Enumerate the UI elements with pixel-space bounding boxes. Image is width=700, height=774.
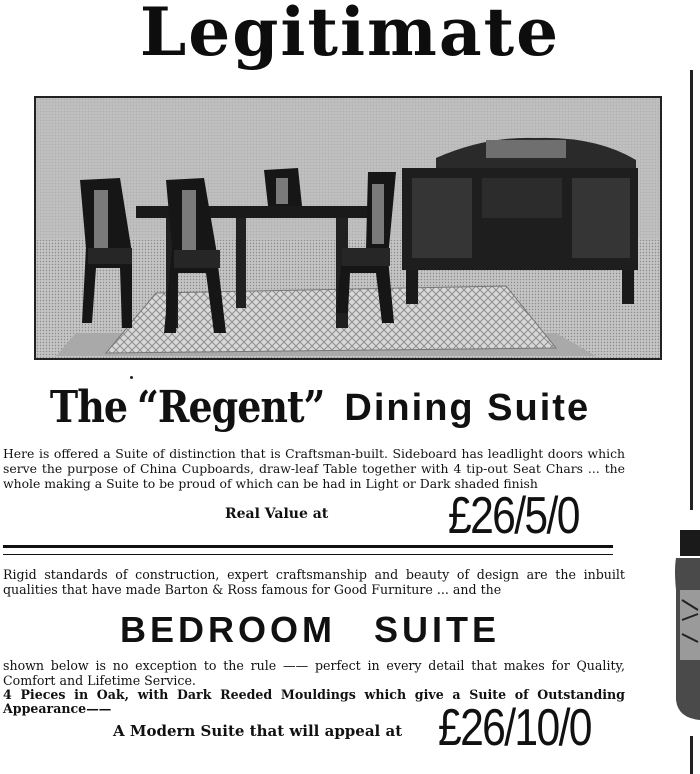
regent-price: £26/5/0 xyxy=(448,487,579,545)
modern-suite-label: A Modern Suite that will appeal at xyxy=(113,722,403,740)
bedroom-detail: shown below is no exception to the rule —— perfect in every detail that makes for Quality, Comfort and Lifetime Service. xyxy=(3,658,625,688)
section-divider xyxy=(3,545,613,555)
print-speck xyxy=(130,376,133,379)
bedroom-intro: Rigid standards of construction, expert craftsmanship and beauty of design are the inbuilt qualities that have made Barton & Ross famous for Good Furniture ... and the xyxy=(3,567,625,597)
title-regent: “Regent” xyxy=(137,380,325,433)
bedroom-spec: 4 Pieces in Oak, with Dark Reeded Mouldings which give a Suite of Outstanding Appearance—— xyxy=(3,687,625,716)
column-edge-rule xyxy=(690,70,693,510)
bedroom-suite-title: BEDROOM SUITE xyxy=(119,609,500,650)
regent-suite-title xyxy=(0,380,640,435)
regent-description: Here is offered a Suite of distinction that is Craftsman-built. Sideboard has leadlight doors which serve the purpose of China Cupboards, draw-leaf Table together with 4 tip-out Seat Chars ... the whole making a Suite to be proud of which can be had in Light or Dark shaded finish xyxy=(3,446,625,491)
column-edge-rule-lower xyxy=(690,736,693,774)
title-dining-suite: Dining Suite xyxy=(344,387,591,429)
dining-suite-illustration xyxy=(36,98,660,358)
headline: Legitimate xyxy=(139,0,561,71)
bedroom-price: £26/10/0 xyxy=(438,699,591,757)
adjacent-ad-jar-image xyxy=(674,530,700,722)
dining-suite-photo xyxy=(34,96,662,360)
real-value-label: Real Value at xyxy=(225,506,329,522)
title-the: The xyxy=(49,380,128,433)
